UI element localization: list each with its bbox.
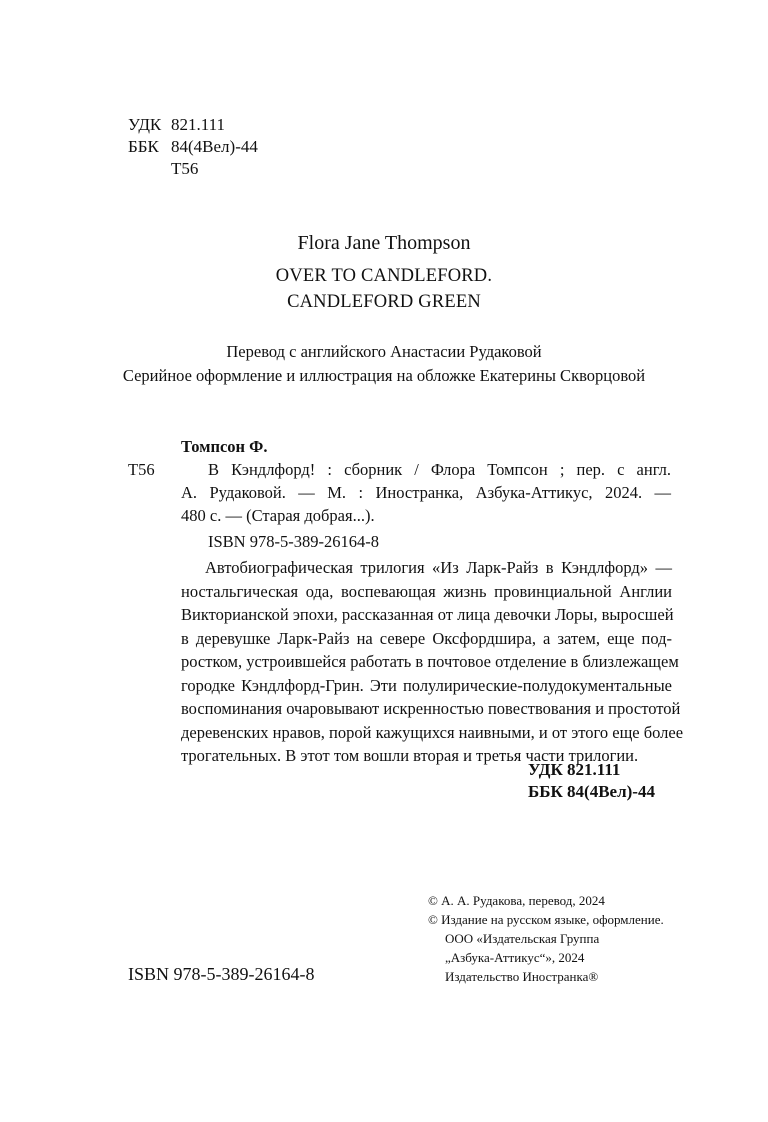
udk-value: 821.111 [171, 115, 225, 134]
abstract [181, 556, 684, 768]
abstract-line: Автобиографическая трилогия «Из Ларк-Райз в Кэндлфорд» — [205, 558, 672, 577]
abstract-line: воспоминания очаровывают искренностью повествования и простотой [181, 699, 681, 718]
copyright-edition: © Издание на русском языке, оформление. [428, 912, 664, 927]
title-line-1: OVER TO CANDLEFORD. [275, 266, 493, 286]
copyright-imprint: Издательство Иностранка® [445, 969, 599, 984]
abstract-line: ностальгическая ода, воспевающая жизнь провинциальной Англии [181, 581, 672, 601]
bib-desc-line-3: 480 с. — (Старая добрая...). [181, 506, 375, 525]
udk-bottom: УДК 821.111 [528, 760, 621, 779]
abstract-line: деревенских нравов, порой кажущихся наивными, и от этого еще более [181, 722, 684, 742]
copyright-publisher-line-1: ООО «Издательская Группа [445, 931, 600, 946]
copyright-publisher-line-2: „Азбука-Аттикус“», 2024 [445, 950, 585, 965]
design-credit: Серийное оформление и иллюстрация на обложке Екатерины Скворцовой [122, 366, 646, 385]
translation-credit: Перевод с английского Анастасии Рудаковой [226, 342, 542, 361]
bib-isbn: ISBN 978-5-389-26164-8 [208, 532, 379, 551]
bbk-value: 84(4Вел)-44 [171, 137, 258, 156]
author-name-en: Flora Jane Thompson [297, 232, 471, 254]
bib-desc-line-2: А. Рудаковой. — М. : Иностранка, Азбука-Аттикус, 2024. — [181, 483, 671, 502]
footer-isbn: ISBN 978-5-389-26164-8 [128, 964, 315, 984]
abstract-line: Викторианской эпохи, рассказанная от лица девочки Лоры, выросшей [181, 605, 674, 624]
abstract-line: трогательных. В этот том вошли вторая и третья части трилогии. [181, 746, 639, 765]
bbk-bottom: ББК 84(4Вел)-44 [528, 782, 655, 801]
abstract-line: ростком, устроившейся работать в почтовое отделение в близлежащем [181, 652, 679, 671]
title-line-2: CANDLEFORD GREEN [287, 292, 481, 312]
udk-label: УДК [128, 115, 162, 134]
udk-top [128, 114, 225, 136]
abstract-line: городке Кэндлфорд-Грин. Эти полулирические-полудокументальные [181, 675, 672, 695]
author-mark-top: Т56 [171, 159, 199, 178]
bib-desc-line-1: В Кэндлфорд! : сборник / Флора Томпсон ; пер. с англ. [208, 460, 671, 479]
bib-heading: Томпсон Ф. [181, 437, 268, 456]
bbk-top [128, 136, 258, 158]
abstract-line: в деревушке Ларк-Райз на севере Оксфордшира, а затем, еще под- [181, 628, 672, 648]
bib-author-mark: Т56 [128, 460, 155, 479]
bbk-label: ББК [128, 137, 159, 156]
copyright-translation: © А. А. Рудакова, перевод, 2024 [428, 893, 605, 908]
